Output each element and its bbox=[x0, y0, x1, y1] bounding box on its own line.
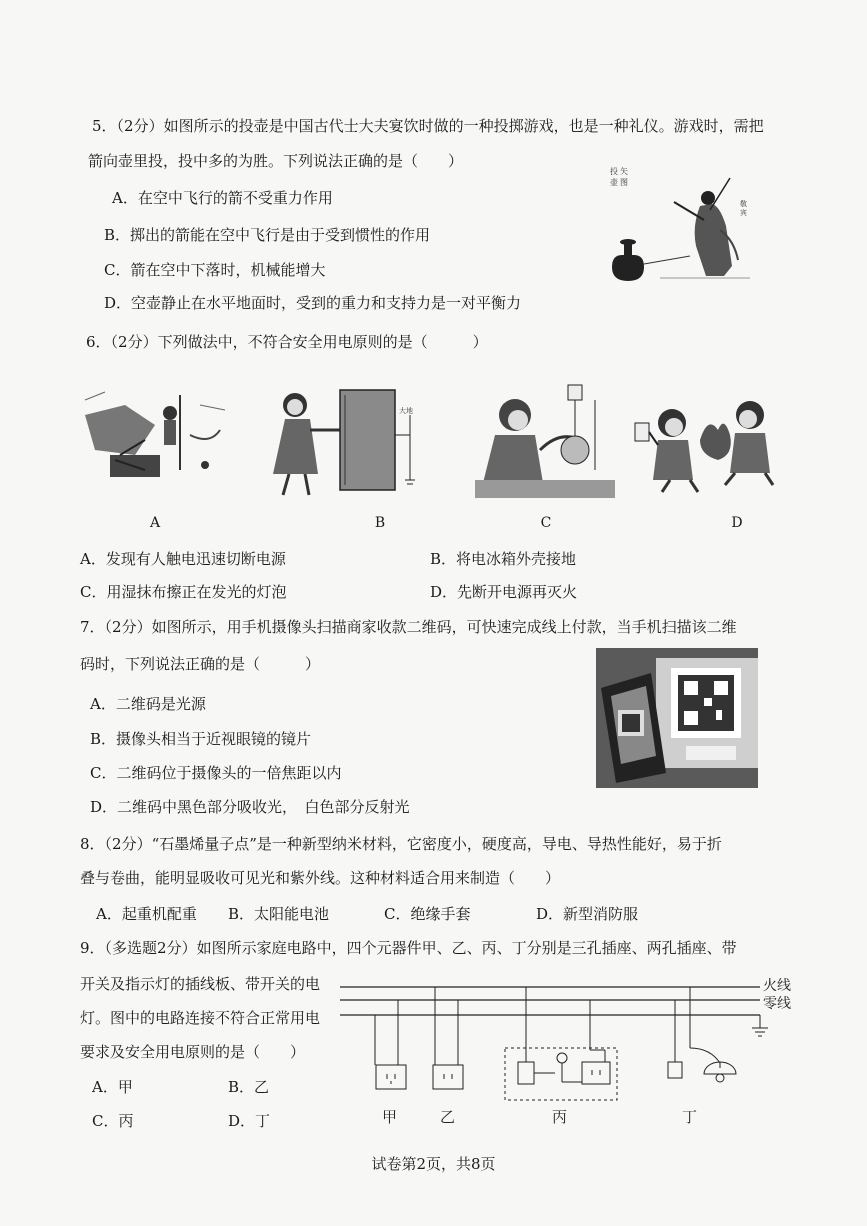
q8-option-b: B．太阳能电池 bbox=[228, 905, 330, 923]
q5-stem-line1: 5．（2分）如图所示的投壶是中国古代士大夫宴饮时做的一种投掷游戏，也是一种礼仪。游戏时，需把 bbox=[92, 117, 764, 135]
q6-figure-c-wet-cloth-bulb bbox=[470, 380, 620, 500]
socket-jia bbox=[375, 1000, 406, 1089]
q8-option-d: D．新型消防服 bbox=[536, 905, 639, 923]
svg-text:宾: 宾 bbox=[740, 209, 747, 217]
q8-option-a: A．起重机配重 bbox=[96, 905, 197, 923]
svg-text:投: 投 bbox=[610, 167, 618, 176]
q5-option-b: B．掷出的箭能在空中飞行是由于受到惯性的作用 bbox=[104, 226, 431, 244]
svg-text:大地: 大地 bbox=[399, 407, 413, 415]
q5-option-d: D．空壶静止在水平地面时，受到的重力和支持力是一对平衡力 bbox=[104, 294, 522, 312]
q8-stem-line1: 8．（2分）“石墨烯量子点”是一种新型纳米材料，它密度小，硬度高，导电、导热性能好，易于折 bbox=[80, 835, 722, 853]
q9-option-b: B．乙 bbox=[228, 1078, 270, 1096]
socket-yi bbox=[433, 987, 463, 1089]
page-footer: 试卷第2页，共8页 bbox=[371, 1155, 496, 1173]
label-jia: 甲 bbox=[382, 1108, 398, 1126]
qr-scan-photo bbox=[596, 648, 758, 788]
q6-fig-label-c: C bbox=[540, 515, 552, 531]
q9-stem-line3: 灯。图中的电路连接不符合正常用电 bbox=[80, 1009, 321, 1027]
q8-option-c: C．绝缘手套 bbox=[384, 905, 471, 923]
q5-option-a: A．在空中飞行的箭不受重力作用 bbox=[112, 189, 333, 207]
live-wire-label: 火线 bbox=[763, 978, 791, 994]
q9-option-d: D．丁 bbox=[228, 1112, 271, 1130]
q6-stem: 6．（2分）下列做法中，不符合安全用电原则的是（ ） bbox=[86, 333, 488, 351]
q9-option-c: C．丙 bbox=[92, 1112, 134, 1130]
power-strip-bing bbox=[505, 987, 617, 1100]
q7-option-a: A．二维码是光源 bbox=[90, 695, 206, 713]
q7-stem-line1: 7．（2分）如图所示，用手机摄像头扫描商家收款二维码，可快速完成线上付款，当手机扫描该二维 bbox=[80, 618, 737, 636]
svg-text:敬: 敬 bbox=[740, 200, 747, 208]
q6-option-b: B．将电冰箱外壳接地 bbox=[430, 550, 577, 568]
q7-option-b: B．摄像头相当于近视眼镜的镜片 bbox=[90, 730, 312, 748]
q6-option-c: C．用湿抹布擦正在发光的灯泡 bbox=[80, 583, 287, 601]
q7-stem-line2: 码时，下列说法正确的是（ ） bbox=[80, 655, 321, 673]
label-ding: 丁 bbox=[682, 1108, 698, 1126]
q6-figure-b-fridge-ground bbox=[265, 385, 430, 500]
q5-stem-line2: 箭向壶里投，投中多的为胜。下列说法正确的是（ ） bbox=[88, 152, 464, 170]
q9-stem-line1: 9．（多选题2分）如图所示家庭电路中，四个元器件甲、乙、丙、丁分别是三孔插座、两孔插座、带 bbox=[80, 939, 737, 957]
svg-text:矢: 矢 bbox=[620, 167, 628, 176]
q6-option-a: A．发现有人触电迅速切断电源 bbox=[80, 550, 286, 568]
q9-stem-line4: 要求及安全用电原则的是（ ） bbox=[80, 1043, 306, 1061]
q6-fig-label-d: D bbox=[731, 515, 743, 531]
q7-option-c: C．二维码位于摄像头的一倍焦距以内 bbox=[90, 764, 342, 782]
svg-text:图: 图 bbox=[620, 178, 628, 187]
q6-option-d: D．先断开电源再灭火 bbox=[430, 583, 578, 601]
label-bing: 丙 bbox=[552, 1108, 568, 1126]
q8-stem-line2: 叠与卷曲，能明显吸收可见光和紫外线。这种材料适合用来制造（ ） bbox=[80, 869, 561, 887]
q5-option-c: C．箭在空中下落时，机械能增大 bbox=[104, 261, 326, 279]
q6-figure-d-fire-power bbox=[630, 385, 780, 495]
q7-option-d: D．二维码中黑色部分吸收光， 白色部分反射光 bbox=[90, 798, 410, 816]
household-circuit-diagram bbox=[340, 970, 802, 1130]
q6-figure-a-electric-shock bbox=[80, 385, 228, 495]
touhu-illustration bbox=[600, 160, 760, 295]
neutral-wire-label: 零线 bbox=[763, 996, 791, 1012]
q6-fig-label-a: A bbox=[149, 515, 161, 531]
q6-fig-label-b: B bbox=[374, 515, 386, 531]
lamp-ding bbox=[668, 987, 736, 1082]
q9-option-a: A．甲 bbox=[92, 1078, 133, 1096]
label-yi: 乙 bbox=[440, 1108, 456, 1126]
svg-text:壶: 壶 bbox=[610, 178, 618, 187]
q9-stem-line2: 开关及指示灯的插线板、带开关的电 bbox=[80, 975, 321, 993]
